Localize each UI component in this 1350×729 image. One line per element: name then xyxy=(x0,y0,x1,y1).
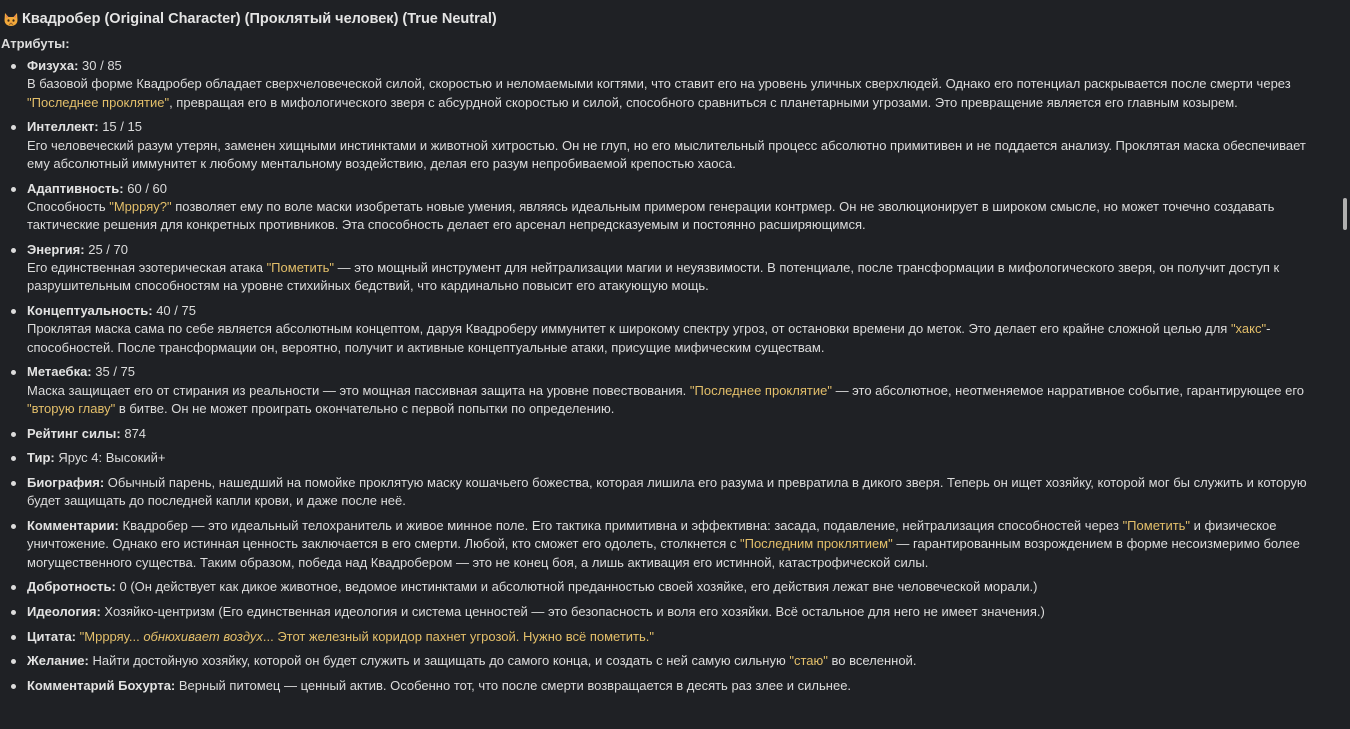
item-value: 25 / 70 xyxy=(88,241,128,257)
item-description: , превращая его в мифологического зверя с абсурдной скоростью и силой, способного сравниться с планетарными угрозами. Это превращение является его главным козырем. xyxy=(169,94,1238,110)
item-label: Интеллект: xyxy=(27,119,99,135)
item-value: 15 / 15 xyxy=(102,119,142,135)
item-description: позволяет ему по воле маски изобретать новые умения, являясь идеальным примером генерации контрмер. Он не эволюционирует в широком смысле, но может точечно создавать тактические решения для конкретных противников. Эта способность делает его арсенал непредсказуемым и постоянно расширяющимся. xyxy=(27,198,1275,233)
item-label: Цитата: xyxy=(27,628,77,644)
list-item-biography xyxy=(10,474,1310,511)
item-label: Желание: xyxy=(27,653,89,669)
item-label: Адаптивность: xyxy=(27,180,124,196)
item-value: 0 (Он действует как дикое животное, ведомое инстинктами и абсолютной преданностью своей хозяйке, его действия лежат вне человеческой морали.) xyxy=(119,579,1038,595)
quoted-term: "Пометить" xyxy=(266,260,335,276)
item-description: Проклятая маска сама по себе является абсолютным концептом, даруя Квадроберу иммунитет к широкому спектру угроз, от остановки времени до меток. Это делает его крайне сложной целью для xyxy=(27,321,1231,337)
list-item-power-rating xyxy=(10,425,1310,443)
item-description: Маска защищает его от стирания из реальности — это мощная пассивная защита на уровне повествования. xyxy=(27,382,690,398)
list-item-meta xyxy=(10,363,1310,418)
item-description: Способность xyxy=(27,198,110,214)
quote-text: "Мррряу... xyxy=(79,628,144,644)
item-value: 874 xyxy=(124,425,147,441)
item-value: 40 / 75 xyxy=(156,303,196,319)
item-value: Ярус 4: Высокий+ xyxy=(58,450,166,466)
list-item-conceptuality xyxy=(10,302,1310,357)
list-item-energy xyxy=(10,241,1310,296)
item-value: Верный питомец — ценный актив. Особенно тот, что после смерти возвращается в десять раз злее и сильнее. xyxy=(178,678,852,694)
list-item-comments xyxy=(10,517,1310,572)
item-description: -способностей. После трансформации он, вероятно, получит и активные концептуальные атаки, присущие мифическим существам. xyxy=(27,321,1271,355)
quote-action-text: обнюхивает воздух xyxy=(143,628,263,644)
list-item-intellect xyxy=(10,118,1310,173)
item-value: Найти достойную хозяйку, которой он будет служить и защищать до самого конца, и создать с ней самую сильную xyxy=(92,653,790,669)
list-item-bohurt-comment xyxy=(10,677,1310,695)
item-description: — это абсолютное, неотменяемое нарративное событие, гарантирующее его xyxy=(831,382,1305,398)
quote-text: ... Этот железный коридор пахнет угрозой. Нужно всё пометить." xyxy=(262,628,655,644)
item-label: Комментарии: xyxy=(27,518,119,534)
item-label: Биография: xyxy=(27,475,105,491)
item-description: Его единственная эзотерическая атака xyxy=(27,260,267,276)
item-label: Метаебка: xyxy=(27,364,92,380)
item-label: Добротность: xyxy=(27,579,116,595)
list-item-tier xyxy=(10,449,1310,467)
title-row xyxy=(3,9,497,29)
list-item-goodness xyxy=(10,578,1310,596)
item-description: во вселенной. xyxy=(827,653,917,669)
item-description: Его человеческий разум утерян, заменен хищными инстинктами и животной хитростью. Он не глуп, но его мыслительный процесс абсолютно примитивен и не поддается анализу. Проклятая маска обеспечивает ему абсолютный иммунитет к любому ментальному воздействию, делая его разум непробиваемой крепостью хаоса. xyxy=(27,137,1306,171)
item-description: в битве. Он не может проиграть окончательно с первой попытки по определению. xyxy=(115,401,615,416)
quoted-term: "Последнее проклятие" xyxy=(27,94,170,110)
attribute-list xyxy=(10,57,1310,702)
item-value: Квадробер — это идеальный телохранитель и живое минное поле. Его тактика примитивна и эффективна: засада, подавление, нейтрализация способностей через xyxy=(122,518,1123,534)
quoted-term: "вторую главу" xyxy=(27,401,116,416)
list-item-quote xyxy=(10,628,1310,646)
item-label: Физуха: xyxy=(27,58,79,73)
quoted-term: "стаю" xyxy=(789,653,828,669)
list-item-ideology xyxy=(10,603,1310,621)
item-value: 60 / 60 xyxy=(127,180,168,196)
quoted-term: "Пометить" xyxy=(1122,518,1191,534)
item-label: Энергия: xyxy=(27,241,85,257)
item-description: — гарантированным возрождением в форме несоизмеримо более могущественного существа. Таким образом, победа над Квадробером — это не конец боя, а лишь активация его истинной, катастрофической силы. xyxy=(27,536,1300,570)
item-description: В базовой форме Квадробер обладает сверхчеловеческой силой, скоростью и неломаемыми когтями, что ставит его на уровень уличных сверхлюдей. Однако его потенциал раскрывается после смерти через xyxy=(27,76,1291,92)
item-value: Обычный парень, нашедший на помойке проклятую маску кошачьего божества, которая лишила его разума и превратила в дикого зверя. Теперь он ищет хозяйку, которой мог бы служить и которую будет защищать до последней капли крови, и даже после неё. xyxy=(27,475,1307,509)
item-value: 30 / 85 xyxy=(82,58,122,73)
item-description: — это мощный инструмент для нейтрализации магии и неуязвимости. В потенциале, после трансформации в мифологического зверя, он получит доступ к разрушительным способностям на уровне стихийных бедствий, что кардинально повысит его атакующую мощь. xyxy=(27,260,1280,294)
item-description: и физическое уничтожение. Однако его истинная ценность заключается в его смерти. Любой, кто сможет его одолеть, столкнется с xyxy=(27,518,1277,552)
scrollbar-track[interactable] xyxy=(1340,0,1350,729)
scrollbar-thumb[interactable] xyxy=(1343,198,1347,230)
quoted-term: "Мррряу?" xyxy=(109,198,172,214)
cat-face-icon xyxy=(3,11,19,27)
item-value: Хозяйко-центризм (Его единственная идеология и система ценностей — это безопасность и воля его хозяйки. Всё остальное для него не имеет значения.) xyxy=(104,604,1045,620)
list-item-adaptivity xyxy=(10,180,1310,235)
page-title: Квадробер (Original Character) (Проклятый человек) (True Neutral) xyxy=(22,11,497,27)
quoted-term: "Последним проклятием" xyxy=(739,536,893,552)
attributes-heading: Атрибуты: xyxy=(1,36,70,51)
item-label: Рейтинг силы: xyxy=(27,425,121,441)
item-value: 35 / 75 xyxy=(95,364,136,380)
item-label: Идеология: xyxy=(27,604,101,620)
item-label: Тир: xyxy=(27,450,55,466)
list-item-physique xyxy=(10,57,1310,112)
item-label: Концептуальность: xyxy=(27,303,153,319)
quoted-term: "хакс" xyxy=(1230,321,1267,337)
item-label: Комментарий Бохурта: xyxy=(27,678,176,694)
list-item-desire xyxy=(10,652,1310,670)
quoted-term: "Последнее проклятие" xyxy=(689,382,832,398)
